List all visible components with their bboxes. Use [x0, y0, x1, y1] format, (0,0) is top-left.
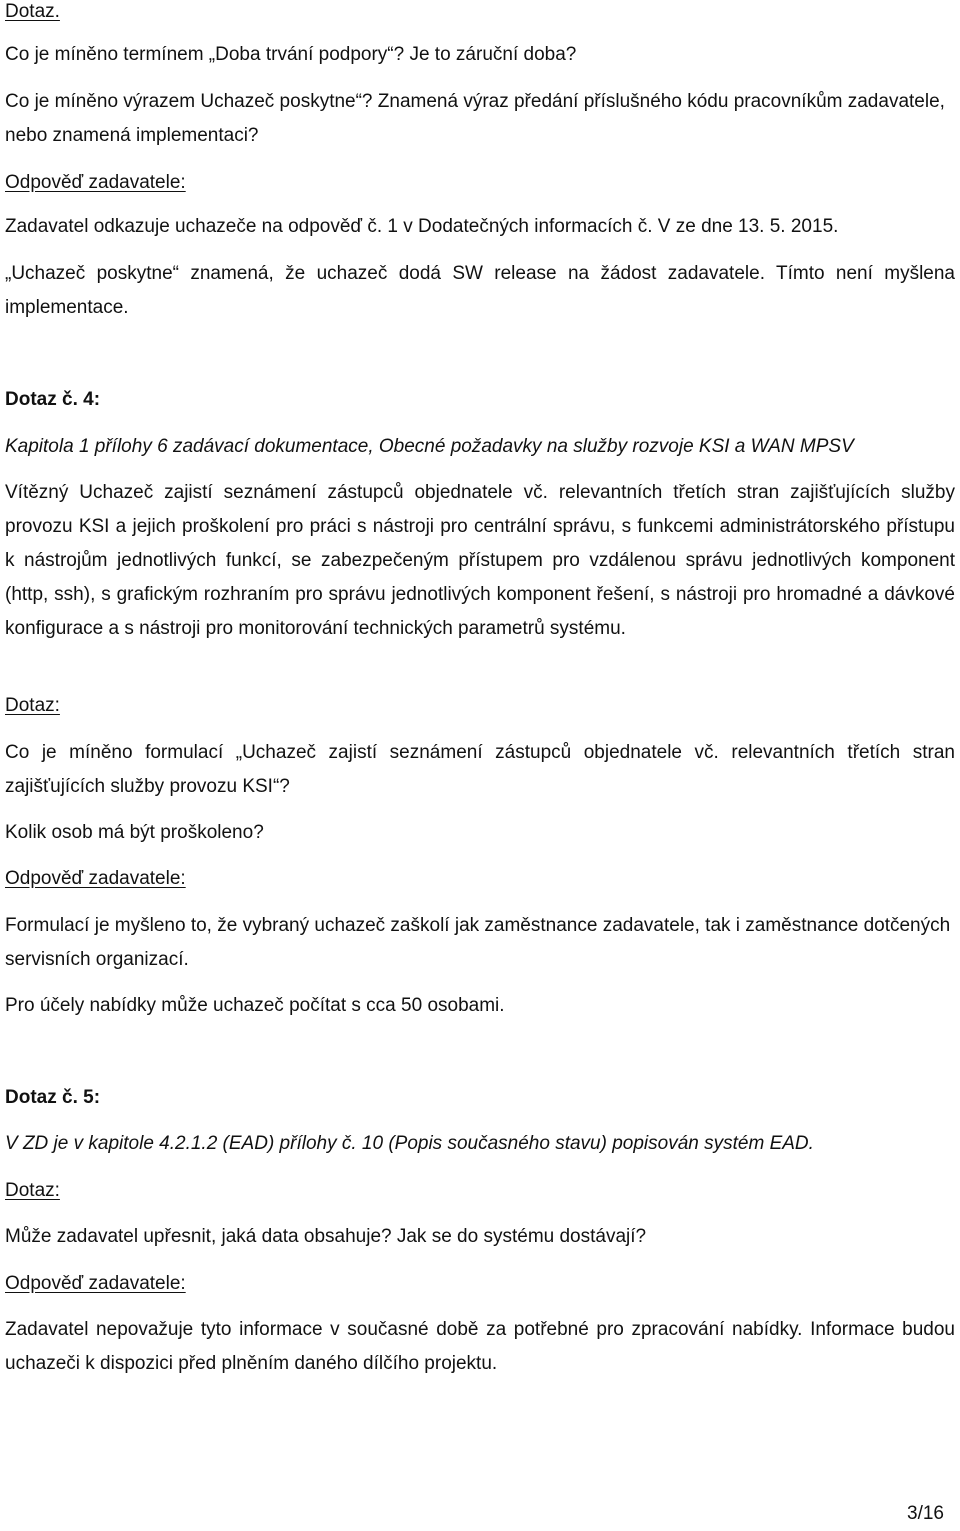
question-text: Může zadavatel upřesnit, jaká data obsahuje? Jak se do systému dostávají? [5, 1226, 647, 1247]
quoted-requirement: Vítězný Uchazeč zajistí seznámení zástupců objednatele vč. relevantních třetích stran zajišťujících služby provozu KSI a jejich proškolení pro práci s nástroji pro centrální správu, s funkcemi administrátorského přístupu k nástrojům jednotlivých funkcí, se zabezpečeným přístupem pro vzdálenou správu jednotlivých komponent (http, ssh), s grafickým rozhraním pro správu jednotlivých komponent řešení, s nástroji pro hromadné a dávkové konfigurace a s nástroji pro monitorování technických parametrů systému. [5, 482, 955, 639]
question-reference: V ZD je v kapitole 4.2.1.2 (EAD) přílohy č. 10 (Popis současného stavu) popisován systém EAD. [5, 1133, 814, 1154]
answer-text: Zadavatel nepovažuje tyto informace v současné době za potřebné pro zpracování nabídky. Informace budou uchazeči k dispozici před plněním daného dílčího projektu. [5, 1319, 955, 1374]
question-reference: Kapitola 1 přílohy 6 zadávací dokumentace, Obecné požadavky na služby rozvoje KSI a WAN MPSV [5, 436, 854, 457]
page-number: 3/16 [907, 1503, 944, 1524]
answer-text: Zadavatel odkazuje uchazeče na odpověď č. 1 v Dodatečných informacích č. V ze dne 13. 5. 2015. [5, 216, 839, 237]
answer-text: „Uchazeč poskytne“ znamená, že uchazeč dodá SW release na žádost zadavatele. Tímto není myšlena implementace. [5, 263, 955, 318]
question-text: Kolik osob má být proškoleno? [5, 822, 264, 843]
answer-label: Odpověď zadavatele: [5, 172, 186, 193]
question-text: Co je míněno výrazem Uchazeč poskytne“? Znamená výraz předání příslušného kódu pracovníkům zadavatele, nebo znamená implementaci? [5, 91, 945, 146]
question-label: Dotaz. [5, 1, 60, 22]
question-text: Co je míněno termínem „Doba trvání podpory“? Je to záruční doba? [5, 44, 577, 65]
question-heading: Dotaz č. 4: [5, 389, 101, 410]
answer-text: Pro účely nabídky může uchazeč počítat s cca 50 osobami. [5, 995, 505, 1016]
question-text: Co je míněno formulací „Uchazeč zajistí seznámení zástupců objednatele vč. relevantních třetích stran zajišťujících služby provozu KSI“? [5, 742, 955, 797]
answer-label: Odpověď zadavatele: [5, 1273, 186, 1294]
answer-text: Formulací je myšleno to, že vybraný uchazeč zaškolí jak zaměstnance zadavatele, tak i zaměstnance dotčených servisních organizací. [5, 915, 951, 970]
question-label: Dotaz: [5, 695, 60, 716]
question-heading: Dotaz č. 5: [5, 1087, 101, 1108]
question-label: Dotaz: [5, 1180, 60, 1201]
answer-label: Odpověď zadavatele: [5, 868, 186, 889]
